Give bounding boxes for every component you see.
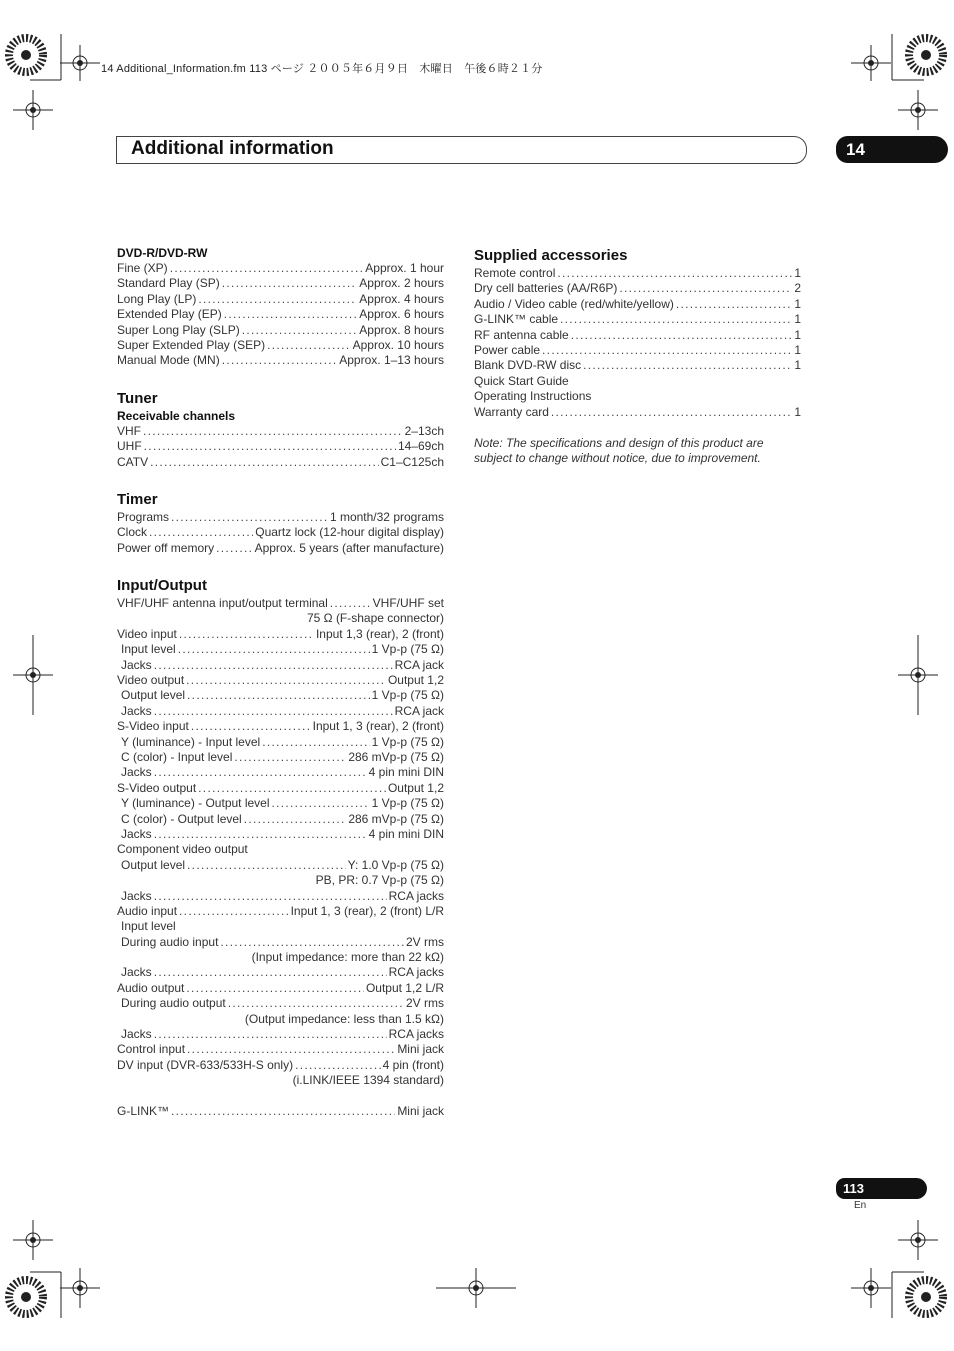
spec-label: Jacks bbox=[121, 703, 152, 718]
spec-value: RCA jacks bbox=[388, 965, 444, 980]
spec-label: S-Video input bbox=[117, 719, 189, 734]
spec-value: Quartz lock (12-hour digital display) bbox=[255, 525, 444, 540]
accessory-row bbox=[474, 266, 801, 281]
spacer bbox=[117, 1089, 444, 1104]
spec-value: 1 bbox=[794, 312, 801, 327]
recording-mode-row bbox=[117, 276, 444, 291]
spec-value: VHF/UHF set bbox=[372, 596, 444, 611]
io-spec-row bbox=[117, 858, 444, 873]
chapter-tab: 14 bbox=[836, 136, 948, 163]
tuner-spec-list bbox=[117, 424, 444, 470]
spec-value: 2 bbox=[794, 281, 801, 296]
spec-value: 1 bbox=[794, 296, 801, 311]
spec-value: 2–13ch bbox=[404, 423, 444, 438]
spec-value: Input 1,3 (rear), 2 (front) bbox=[315, 626, 444, 641]
accessory-row bbox=[474, 328, 801, 343]
io-spec-list bbox=[117, 596, 444, 1119]
spec-label: Jacks bbox=[121, 965, 152, 980]
io-spec-row bbox=[117, 935, 444, 950]
io-spec-row bbox=[117, 781, 444, 796]
spec-value: Y: 1.0 Vp-p (75 Ω) bbox=[347, 857, 444, 872]
dot-leader bbox=[542, 343, 792, 358]
dot-leader bbox=[154, 765, 367, 780]
spec-label: Manual Mode (MN) bbox=[117, 353, 220, 368]
spec-value: RCA jack bbox=[394, 703, 444, 718]
recording-mode-row bbox=[117, 323, 444, 338]
spec-value: 1 Vp-p (75 Ω) bbox=[371, 642, 444, 657]
spec-label: VHF/UHF antenna input/output terminal bbox=[117, 596, 328, 611]
io-spec-continuation: 75 Ω (F-shape connector) bbox=[306, 611, 444, 626]
dot-leader bbox=[154, 889, 387, 904]
spec-label: Audio input bbox=[117, 903, 178, 918]
io-spec-row bbox=[117, 704, 444, 719]
spec-label: Fine (XP) bbox=[117, 261, 168, 275]
dot-leader bbox=[187, 1042, 395, 1057]
spec-value: 2V rms bbox=[405, 996, 444, 1011]
spec-label: During audio output bbox=[121, 996, 226, 1011]
io-spec-row bbox=[117, 1027, 444, 1042]
recording-mode-row bbox=[117, 338, 444, 353]
accessory-row bbox=[474, 343, 801, 358]
recording-mode-row bbox=[117, 292, 444, 307]
dot-leader bbox=[330, 596, 371, 611]
dot-leader bbox=[242, 323, 358, 338]
dot-leader bbox=[154, 1027, 387, 1042]
spec-value: 4 pin mini DIN bbox=[368, 826, 444, 841]
dot-leader bbox=[179, 904, 289, 919]
timer-row bbox=[117, 541, 444, 556]
spec-value: RCA jack bbox=[394, 657, 444, 672]
spec-value: Mini jack bbox=[397, 1042, 444, 1057]
spec-value: 1 Vp-p (75 Ω) bbox=[371, 734, 444, 749]
spec-label: G-LINK™ cable bbox=[474, 312, 559, 327]
channel-row bbox=[117, 455, 444, 470]
spec-value: Approx. 2 hours bbox=[359, 276, 444, 291]
timer-heading: Timer bbox=[117, 490, 158, 508]
dot-leader bbox=[150, 455, 379, 470]
file-meta: 14 Additional_Information.fm 113 ページ ２００５年６月９日 木曜日 午後６時２１分 bbox=[101, 63, 543, 75]
io-spec-row bbox=[117, 812, 444, 827]
spec-value: Approx. 1 hour bbox=[365, 261, 444, 275]
spec-label: Output level bbox=[121, 857, 186, 872]
io-spec-row bbox=[117, 827, 444, 842]
channel-row bbox=[117, 439, 444, 454]
io-spec-row bbox=[117, 658, 444, 673]
recording-mode-row bbox=[117, 307, 444, 322]
spec-label: Long Play (LP) bbox=[117, 291, 197, 306]
spec-value: 1 bbox=[794, 358, 801, 373]
timer-spec-list bbox=[117, 510, 444, 556]
spec-value: 1 Vp-p (75 Ω) bbox=[371, 688, 444, 703]
spec-label: Clock bbox=[117, 525, 148, 540]
spec-value: C1–C125ch bbox=[380, 454, 444, 469]
dot-leader bbox=[571, 328, 793, 343]
dot-leader bbox=[187, 858, 346, 873]
dot-leader bbox=[171, 1104, 395, 1119]
recording-mode-row bbox=[117, 353, 444, 368]
io-spec-row bbox=[117, 627, 444, 642]
spec-value: Approx. 8 hours bbox=[359, 322, 444, 337]
io-heading: Input/Output bbox=[117, 577, 207, 595]
spec-label: Remote control bbox=[474, 266, 556, 280]
accessories-heading: Supplied accessories bbox=[474, 247, 628, 264]
spec-label: Super Long Play (SLP) bbox=[117, 322, 240, 337]
spec-label: Power cable bbox=[474, 342, 541, 357]
spec-value: 1 month/32 programs bbox=[329, 509, 444, 524]
spec-value: 1 bbox=[794, 342, 801, 357]
io-spec-continuation: (Output impedance: less than 1.5 kΩ) bbox=[244, 1011, 444, 1026]
dot-leader bbox=[583, 358, 792, 373]
dot-leader bbox=[551, 405, 792, 420]
spec-value: RCA jacks bbox=[388, 1027, 444, 1042]
dot-leader bbox=[216, 541, 252, 556]
io-spec-row bbox=[117, 750, 444, 765]
io-spec-row bbox=[117, 889, 444, 904]
spec-value: Approx. 4 hours bbox=[359, 291, 444, 306]
dot-leader bbox=[170, 261, 364, 276]
io-spec-row bbox=[117, 904, 444, 919]
dot-leader bbox=[186, 673, 386, 688]
spec-label: Y (luminance) - Input level bbox=[121, 734, 261, 749]
accessories-list bbox=[474, 266, 801, 420]
dot-leader bbox=[179, 627, 314, 642]
spec-value: 1 bbox=[794, 404, 801, 419]
dot-leader bbox=[186, 981, 364, 996]
dot-leader bbox=[560, 312, 792, 327]
timer-row bbox=[117, 525, 444, 540]
io-spec-row bbox=[117, 981, 444, 996]
io-spec-row bbox=[117, 1058, 444, 1073]
spec-label: UHF bbox=[117, 439, 142, 454]
dot-leader bbox=[224, 307, 358, 322]
spec-label: Jacks bbox=[121, 765, 152, 780]
right-column bbox=[474, 246, 801, 467]
accessory-row bbox=[474, 297, 801, 312]
page-number: 113 bbox=[836, 1178, 927, 1199]
io-spec-row bbox=[117, 796, 444, 811]
io-spec-row bbox=[117, 642, 444, 657]
dot-leader bbox=[228, 996, 404, 1011]
io-spec-row bbox=[117, 719, 444, 734]
accessory-row bbox=[474, 312, 801, 327]
spec-label: S-Video output bbox=[117, 780, 197, 795]
io-spec-row bbox=[117, 996, 444, 1011]
spec-label: Jacks bbox=[121, 1027, 152, 1042]
page-header bbox=[116, 136, 807, 164]
dot-leader bbox=[191, 719, 311, 734]
spec-label: Dry cell batteries (AA/R6P) bbox=[474, 281, 618, 296]
dot-leader bbox=[222, 353, 338, 368]
page-title: Additional information bbox=[131, 138, 334, 159]
accessory-row bbox=[474, 281, 801, 296]
io-spec-label: Input level bbox=[121, 919, 176, 934]
spec-value: 4 pin (front) bbox=[382, 1057, 444, 1072]
dot-leader bbox=[198, 781, 386, 796]
dot-leader bbox=[154, 827, 367, 842]
spec-label: DV input (DVR-633/533H-S only) bbox=[117, 1057, 294, 1072]
spec-label: VHF bbox=[117, 423, 141, 438]
page-language: En bbox=[854, 1200, 867, 1211]
dot-leader bbox=[178, 642, 370, 657]
io-spec-row bbox=[117, 965, 444, 980]
spec-label: Y (luminance) - Output level bbox=[121, 796, 270, 811]
dot-leader bbox=[272, 796, 370, 811]
spec-label: Extended Play (EP) bbox=[117, 307, 222, 322]
spec-label: Output level bbox=[121, 688, 186, 703]
spec-value: 286 mVp-p (75 Ω) bbox=[348, 749, 444, 764]
tuner-heading: Tuner bbox=[117, 389, 158, 407]
spec-value: RCA jacks bbox=[388, 888, 444, 903]
dot-leader bbox=[198, 292, 357, 307]
accessory-row bbox=[474, 405, 801, 420]
spec-value: 4 pin mini DIN bbox=[368, 765, 444, 780]
spec-value: Approx. 1–13 hours bbox=[339, 353, 444, 368]
spec-label: Standard Play (SP) bbox=[117, 276, 220, 291]
recording-mode-row bbox=[117, 261, 444, 276]
spec-label: Warranty card bbox=[474, 404, 549, 419]
dot-leader bbox=[619, 281, 792, 296]
dot-leader bbox=[222, 276, 358, 291]
specifications-note: Note: The specifications and design of this product are subject to change without notice, due to improvement. bbox=[474, 435, 764, 466]
dot-leader bbox=[143, 424, 403, 439]
io-spec-row bbox=[117, 688, 444, 703]
io-spec-continuation: PB, PR: 0.7 Vp-p (75 Ω) bbox=[315, 873, 444, 888]
spec-label: Power off memory bbox=[117, 540, 215, 555]
accessory-row bbox=[474, 374, 801, 389]
spec-value: Input 1, 3 (rear), 2 (front) L/R bbox=[290, 903, 444, 918]
io-spec-row bbox=[117, 1042, 444, 1057]
spec-label: Programs bbox=[117, 509, 170, 524]
spec-value: Approx. 10 hours bbox=[352, 337, 444, 352]
io-spec-row bbox=[117, 673, 444, 688]
spec-label: Control input bbox=[117, 1042, 186, 1057]
dot-leader bbox=[295, 1058, 381, 1073]
dot-leader bbox=[154, 658, 393, 673]
spec-label: Input level bbox=[121, 642, 176, 657]
spec-label: CATV bbox=[117, 454, 149, 469]
spec-label: Audio / Video cable (red/white/yellow) bbox=[474, 296, 674, 311]
dot-leader bbox=[244, 812, 347, 827]
spec-label: Blank DVD-RW disc bbox=[474, 358, 582, 373]
dot-leader bbox=[234, 750, 346, 765]
spec-label: G-LINK™ bbox=[117, 1103, 170, 1118]
dot-leader bbox=[187, 688, 370, 703]
accessory-row bbox=[474, 358, 801, 373]
channel-row bbox=[117, 424, 444, 439]
spec-value: 2V rms bbox=[405, 934, 444, 949]
spec-label: Super Extended Play (SEP) bbox=[117, 337, 266, 352]
spec-label: Jacks bbox=[121, 888, 152, 903]
io-spec-row bbox=[117, 1104, 444, 1119]
spec-value: Mini jack bbox=[397, 1103, 444, 1118]
dot-leader bbox=[557, 266, 792, 281]
spec-value: 286 mVp-p (75 Ω) bbox=[348, 811, 444, 826]
spec-value: Output 1,2 L/R bbox=[365, 980, 444, 995]
spec-label: Video output bbox=[117, 673, 185, 688]
dot-leader bbox=[144, 439, 396, 454]
spec-label: Operating Instructions bbox=[474, 389, 592, 404]
dvd-heading: DVD-R/DVD-RW bbox=[117, 246, 208, 260]
dot-leader bbox=[171, 510, 328, 525]
spec-label: Jacks bbox=[121, 826, 152, 841]
spec-label: C (color) - Input level bbox=[121, 749, 233, 764]
tuner-subheading: Receivable channels bbox=[117, 408, 236, 423]
spec-label: Video input bbox=[117, 626, 177, 641]
timer-row bbox=[117, 510, 444, 525]
io-spec-continuation: (Input impedance: more than 22 kΩ) bbox=[251, 950, 444, 965]
spec-value: Output 1,2 bbox=[387, 673, 444, 688]
spec-label: Quick Start Guide bbox=[474, 373, 569, 388]
left-column bbox=[117, 246, 444, 1119]
io-spec-row bbox=[117, 596, 444, 611]
spec-value: 1 bbox=[794, 327, 801, 342]
spec-value: 1 bbox=[794, 266, 801, 280]
spec-label: RF antenna cable bbox=[474, 327, 569, 342]
spec-label: During audio input bbox=[121, 934, 219, 949]
io-spec-continuation: (i.LINK/IEEE 1394 standard) bbox=[292, 1073, 444, 1088]
accessory-row bbox=[474, 389, 801, 404]
spec-label: Audio output bbox=[117, 980, 185, 995]
io-spec-label: Component video output bbox=[117, 842, 248, 857]
dot-leader bbox=[154, 704, 393, 719]
dot-leader bbox=[676, 297, 792, 312]
io-spec-row bbox=[117, 765, 444, 780]
dvd-spec-list bbox=[117, 261, 444, 369]
io-spec-row bbox=[117, 735, 444, 750]
spec-value: Output 1,2 bbox=[387, 780, 444, 795]
dot-leader bbox=[267, 338, 351, 353]
spec-value: 1 Vp-p (75 Ω) bbox=[371, 796, 444, 811]
spec-value: Approx. 6 hours bbox=[359, 307, 444, 322]
dot-leader bbox=[154, 965, 387, 980]
spec-value: Input 1, 3 (rear), 2 (front) bbox=[312, 719, 444, 734]
spec-value: 14–69ch bbox=[397, 439, 444, 454]
spec-value: Approx. 5 years (after manufacture) bbox=[254, 540, 444, 555]
dot-leader bbox=[262, 735, 369, 750]
spec-label: C (color) - Output level bbox=[121, 811, 242, 826]
dot-leader bbox=[220, 935, 404, 950]
dot-leader bbox=[149, 525, 253, 540]
spec-label: Jacks bbox=[121, 657, 152, 672]
